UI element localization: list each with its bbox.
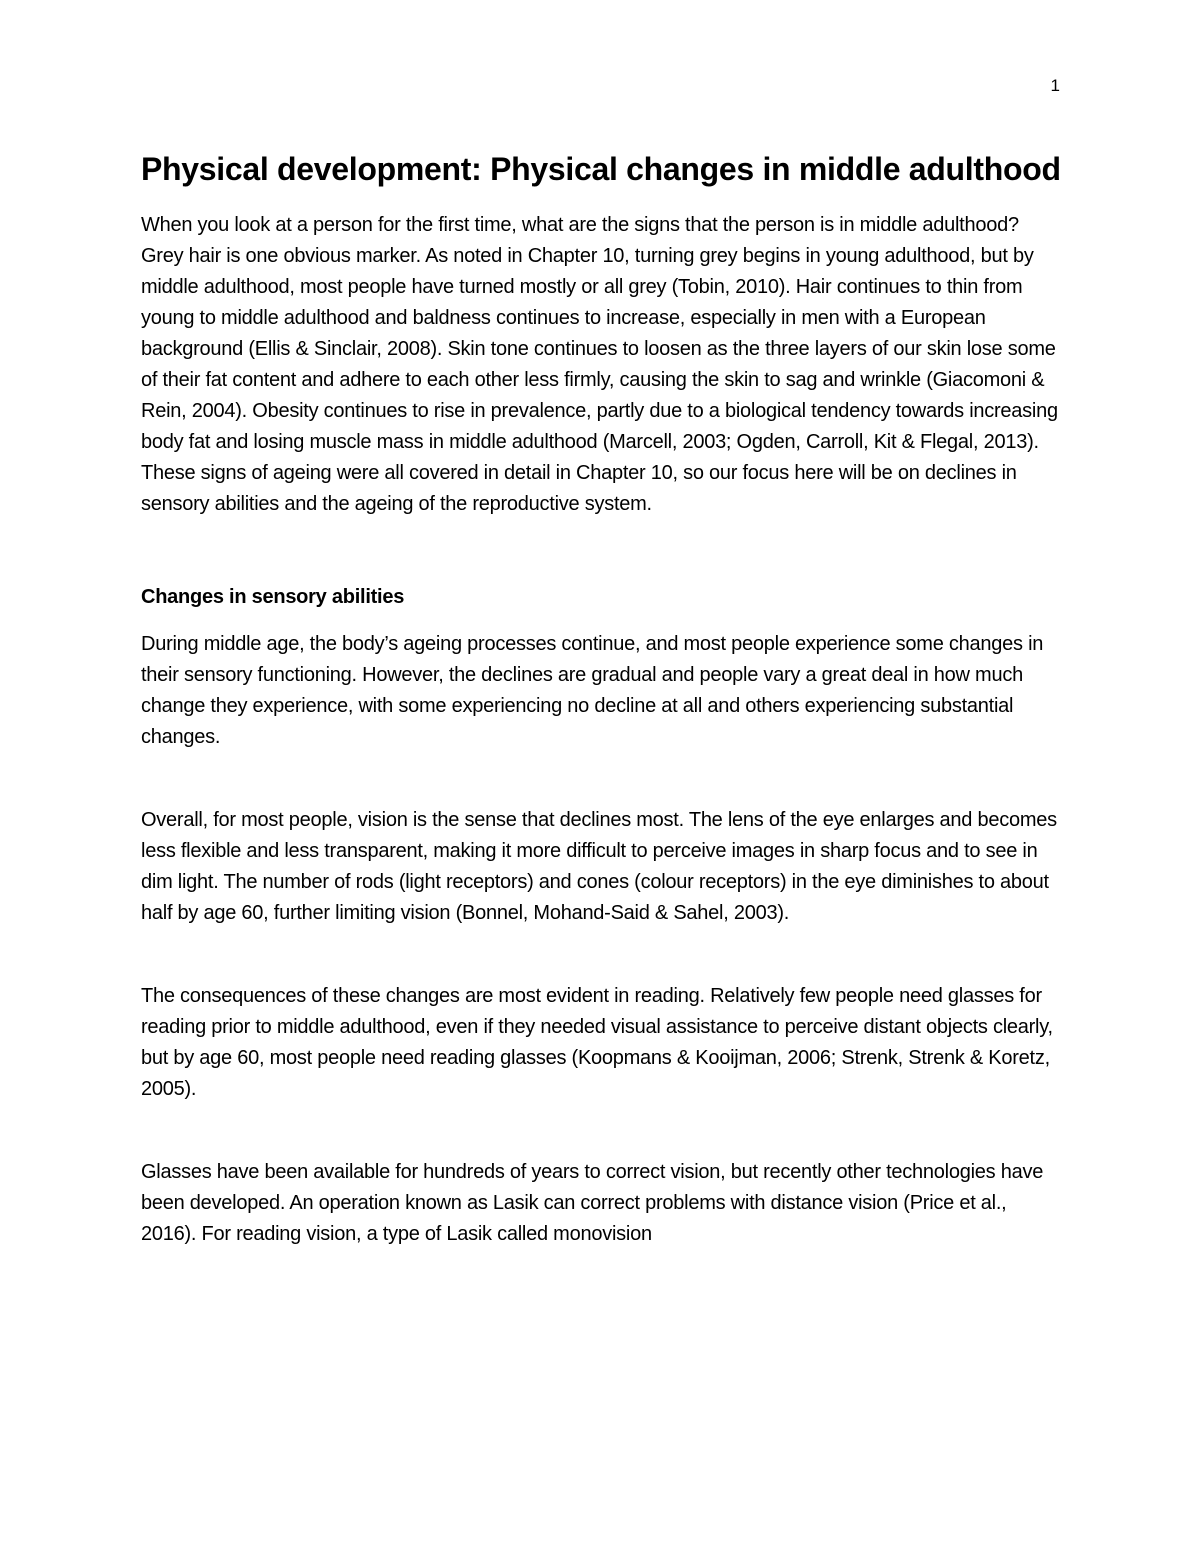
body-paragraph: Overall, for most people, vision is the sense that declines most. The lens of the eye enlarges and becomes less flexible and less transparent, making it more difficult to perceive images in sharp focus and to see in dim light. The number of rods (light receptors) and cones (colour receptors) in the eye diminishes to about half by age 60, further limiting vision (Bonnel, Mohand-Said & Sahel, 2003). [141,809,1057,924]
spacer [141,753,1061,805]
spacer [141,929,1061,981]
section-heading: Changes in sensory abilities [141,586,405,608]
intro-paragraph: When you look at a person for the first time, what are the signs that the person is in middle adulthood? Grey hair is one obvious marker. As noted in Chapter 10, turning grey begins in young adulthood, but by middle adulthood, most people have turned mostly or all grey (Tobin, 2010). Hair continues to thin from young to middle adulthood and baldness continues to increase, especially in men with a European background (Ellis & Sinclair, 2008). Skin tone continues to loosen as the three layers of our skin lose some of their fat content and adhere to each other less firmly, causing the skin to sag and wrinkle (Giacomoni & Rein, 2004). Obesity continues to rise in prevalence, partly due to a biological tendency towards increasing body fat and losing muscle mass in middle adulthood (Marcell, 2003; Ogden, Carroll, Kit & Flegal, 2013). These signs of ageing were all covered in detail in Chapter 10, so our focus here will be on declines in sensory abilities and the ageing of the reproductive system. [141,214,1058,515]
document-title: Physical development: Physical changes in middle adulthood [141,151,1061,187]
body-paragraph: The consequences of these changes are most evident in reading. Relatively few people need glasses for reading prior to middle adulthood, even if they needed visual assistance to perceive distant objects clearly, but by age 60, most people need reading glasses (Koopmans & Kooijman, 2006; Strenk, Strenk & Koretz, 2005). [141,985,1053,1100]
document-body [141,144,1061,1250]
spacer [141,520,1061,582]
spacer [141,613,1061,629]
page-number: 1 [1050,76,1060,95]
body-paragraph: During middle age, the body’s ageing processes continue, and most people experience some changes in their sensory functioning. However, the declines are gradual and people vary a great deal in how much change they experience, with some experiencing no decline at all and others experiencing substantial changes. [141,633,1044,748]
spacer [141,194,1061,210]
body-paragraph: Glasses have been available for hundreds of years to correct vision, but recently other technologies have been developed. An operation known as Lasik can correct problems with distance vision (Price et al., 2016). For reading vision, a type of Lasik called monovision [141,1161,1044,1245]
spacer [141,1105,1061,1157]
